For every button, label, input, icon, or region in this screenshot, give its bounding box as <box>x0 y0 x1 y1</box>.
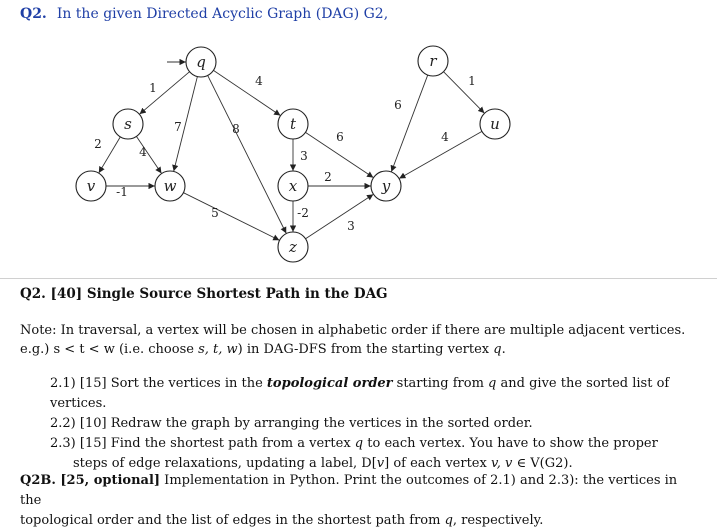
task-list <box>50 374 710 474</box>
edge-weight-z-y: 3 <box>347 219 355 233</box>
edge-weight-t-x: 3 <box>300 149 308 163</box>
node-label-y: y <box>381 177 391 195</box>
node-label-s: s <box>124 115 132 133</box>
edge-q-s <box>140 72 190 114</box>
edge-z-y <box>306 195 373 239</box>
q2b-title: Q2B. [25, optional] <box>20 473 161 488</box>
note-block <box>20 321 710 359</box>
edge-q-z <box>208 75 286 233</box>
q2b-block <box>20 471 700 531</box>
edge-weight-r-y: 6 <box>394 98 402 112</box>
node-label-q: q <box>196 53 206 71</box>
node-x <box>278 171 308 201</box>
node-u <box>480 109 510 139</box>
edge-weight-r-u: 1 <box>468 74 476 88</box>
edge-r-y <box>391 75 427 171</box>
question-text: In the given Directed Acyclic Graph (DAG) G2, <box>56 6 389 22</box>
node-label-r: r <box>429 52 437 70</box>
node-r <box>418 46 448 76</box>
task-2-1: 2.1) [15] Sort the vertices in the topological order starting from q and give the sorted list of vertices. <box>50 376 670 411</box>
node-z <box>278 232 308 262</box>
node-label-x: x <box>288 177 298 195</box>
node-s <box>113 109 143 139</box>
edge-weight-s-w: 4 <box>139 145 147 159</box>
edge-weight-v-w: -1 <box>116 185 128 199</box>
q2b-line-2: topological order and the list of edges in the shortest path from q, respectively. <box>20 513 544 528</box>
section-title: Q2. [40] Single Source Shortest Path in the DAG <box>20 286 388 302</box>
edge-weight-w-z: 5 <box>211 206 219 220</box>
task-2-2: 2.2) [10] Redraw the graph by arranging the vertices in the sorted order. <box>50 416 533 431</box>
edge-s-v <box>99 137 120 173</box>
edge-weight-t-y: 6 <box>336 130 344 144</box>
node-v <box>76 171 106 201</box>
q2b-line-1: Q2B. [25, optional] Implementation in Python. Print the outcomes of 2.1) and 2.3): the vertices in the <box>20 473 678 508</box>
node-t <box>278 109 308 139</box>
task-2-3: 2.3) [15] Find the shortest path from a vertex q to each vertex. You have to show the proper <box>50 436 658 451</box>
edge-weight-q-t: 4 <box>255 74 263 88</box>
note-line-2: e.g.) s < t < w (i.e. choose s, t, w) in DAG-DFS from the starting vertex q. <box>20 342 506 357</box>
task-2-3-continued: steps of edge relaxations, updating a label, D[v] of each vertex v, v ∈ V(G2). <box>73 456 573 471</box>
edge-weight-q-w: 7 <box>174 120 182 134</box>
node-label-w: w <box>163 177 177 195</box>
node-q <box>186 47 216 77</box>
section-divider <box>0 278 717 279</box>
node-label-u: u <box>490 115 500 133</box>
edge-weight-s-v: 2 <box>94 137 102 151</box>
edge-weight-x-y: 2 <box>324 170 332 184</box>
node-w <box>155 171 185 201</box>
edge-q-t <box>213 70 280 115</box>
edge-r-u <box>444 72 485 113</box>
edge-w-z <box>183 193 279 240</box>
edge-weight-u-y: 4 <box>441 130 449 144</box>
node-y <box>371 171 401 201</box>
edge-weight-q-z: 8 <box>232 122 240 136</box>
node-label-v: v <box>86 177 96 195</box>
node-label-z: z <box>289 238 297 256</box>
note-line-1: Note: In traversal, a vertex will be chosen in alphabetic order if there are multiple adjacent vertices. <box>20 323 686 338</box>
question-number: Q2. <box>20 6 47 22</box>
edge-weight-x-z: -2 <box>297 206 309 220</box>
edge-weight-q-s: 1 <box>149 81 157 95</box>
node-label-t: t <box>289 115 297 133</box>
